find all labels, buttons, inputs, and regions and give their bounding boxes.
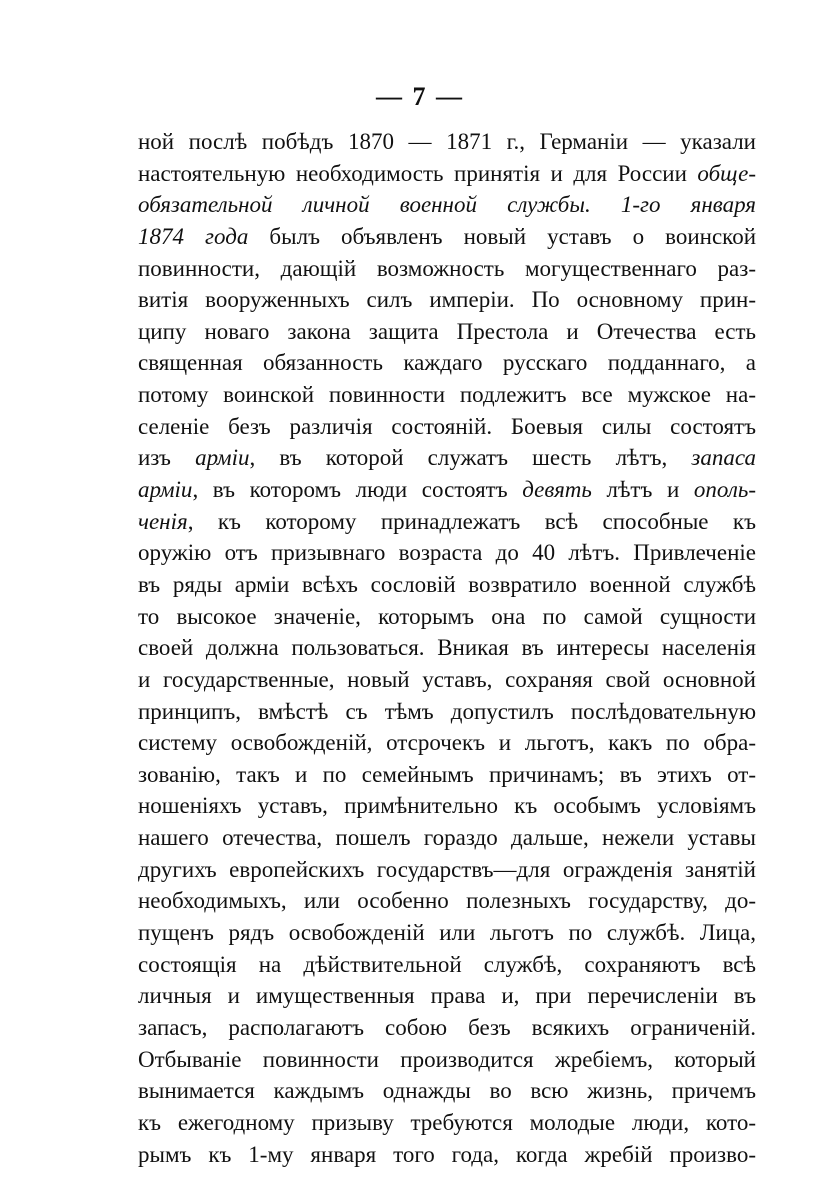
text-segment: ношеніяхъ уставъ, примѣнительно къ особымъ условіямъ — [138, 793, 756, 819]
italic-text-segment: девять — [522, 477, 592, 503]
page-number: — 7 — — [376, 82, 464, 111]
text-segment: рымъ къ 1-му января того года, когда жребій произво- — [138, 1141, 756, 1167]
text-segment: лѣтъ и — [591, 477, 694, 503]
text-segment: принципъ, вмѣстѣ съ тѣмъ допустилъ послѣдовательную — [138, 698, 756, 724]
text-line — [138, 1107, 756, 1139]
text-line — [138, 316, 756, 348]
text-line — [138, 411, 756, 443]
text-segment: систему освобожденій, отсрочекъ и льготъ, какъ по обра- — [138, 730, 756, 756]
text-line — [138, 854, 756, 886]
text-segment: селеніе безъ различія состояній. Боевыя силы состоятъ — [138, 413, 756, 439]
text-segment: своей должна пользоваться. Вникая въ интересы населенія — [138, 635, 756, 661]
italic-text-segment: арміи — [195, 445, 250, 471]
text-line — [138, 696, 756, 728]
body-text — [138, 126, 756, 1170]
text-segment: былъ объявленъ новый уставъ о воинской — [248, 223, 756, 249]
text-segment: настоятельную необходимость принятія и для России — [138, 160, 698, 186]
text-line — [138, 601, 756, 633]
text-segment: , къ которому принадлежатъ всѣ способные къ — [187, 508, 756, 534]
text-line — [138, 1012, 756, 1044]
text-line — [138, 664, 756, 696]
text-segment: ной послѣ побѣдъ 1870 — 1871 г., Германіи — указали — [138, 129, 756, 154]
italic-text-segment: ополь- — [693, 477, 757, 503]
text-line — [138, 189, 756, 221]
text-line — [138, 158, 756, 190]
text-line — [138, 727, 756, 759]
text-segment: ципу новаго закона защита Престола и Отечества есть — [138, 318, 756, 344]
text-segment: нашего отечества, пошелъ гораздо дальше, нежели уставы — [138, 825, 756, 851]
text-segment: священная обязанность каждаго русскаго подданнаго, а — [138, 350, 756, 376]
text-line — [138, 822, 756, 854]
text-line — [138, 1044, 756, 1076]
italic-text-segment: ченія — [138, 508, 188, 534]
text-segment: къ ежегодному призыву требуются молодые люди, кото- — [138, 1109, 756, 1135]
text-segment: то высокое значеніе, которымъ она по самой сущности — [138, 603, 756, 629]
text-segment: запасъ, располагаютъ собою безъ всякихъ ограниченій. — [138, 1014, 756, 1040]
text-line — [138, 474, 756, 506]
text-line — [138, 790, 756, 822]
text-segment: состоящія на дѣйствительной службѣ, сохраняютъ всѣ — [138, 951, 756, 977]
text-segment: въ ряды арміи всѣхъ сословій возвратило военной службѣ — [138, 571, 756, 597]
italic-text-segment: арміи — [138, 477, 193, 503]
text-line — [138, 537, 756, 569]
text-segment: , въ которомъ люди состоятъ — [192, 477, 523, 503]
text-segment: повинности, дающій возможность могущественнаго раз- — [138, 255, 756, 281]
text-segment: изъ — [138, 445, 196, 471]
text-segment: личныя и имущественныя права и, при перечисленіи въ — [138, 983, 756, 1009]
text-line — [138, 506, 756, 538]
text-line — [138, 917, 756, 949]
text-line — [138, 253, 756, 285]
text-segment: вынимается каждымъ однажды во всю жизнь, причемъ — [138, 1078, 756, 1104]
text-line — [138, 569, 756, 601]
text-segment: пущенъ рядъ освобожденій или льготъ по службѣ. Лица, — [138, 920, 756, 946]
text-line — [138, 379, 756, 411]
text-segment: и государственные, новый уставъ, сохраняя свой основной — [138, 666, 756, 692]
italic-text-segment: 1874 года — [138, 223, 249, 249]
text-segment: , въ которой служатъ шесть лѣтъ, — [249, 445, 692, 471]
text-segment: витія вооруженныхъ силъ имперіи. По основному прин- — [138, 287, 756, 313]
text-line — [138, 442, 756, 474]
text-line — [138, 759, 756, 791]
text-segment: зованію, такъ и по семейнымъ причинамъ; въ этихъ от- — [138, 761, 756, 787]
text-line — [138, 1139, 756, 1171]
text-line — [138, 347, 756, 379]
text-line — [138, 632, 756, 664]
text-line — [138, 1075, 756, 1107]
text-line — [138, 885, 756, 917]
text-line — [138, 949, 756, 981]
text-line — [138, 221, 756, 253]
text-segment: оружію отъ призывнаго возраста до 40 лѣтъ. Привлеченіе — [138, 540, 756, 566]
italic-text-segment: обще- — [697, 160, 756, 186]
text-segment: необходимыхъ, или особенно полезныхъ государству, до- — [138, 888, 756, 914]
text-segment: Отбываніе повинности производится жребіемъ, который — [138, 1046, 756, 1072]
text-segment: потому воинской повинности подлежитъ все мужское на- — [138, 382, 756, 408]
italic-text-segment: запаса — [691, 445, 756, 471]
text-line — [138, 284, 756, 316]
italic-text-segment: обязательной личной военной службы. 1-го января — [138, 192, 756, 218]
text-line — [138, 126, 756, 158]
text-segment: другихъ европейскихъ государствъ—для огражденія занятій — [138, 856, 756, 882]
text-line — [138, 980, 756, 1012]
